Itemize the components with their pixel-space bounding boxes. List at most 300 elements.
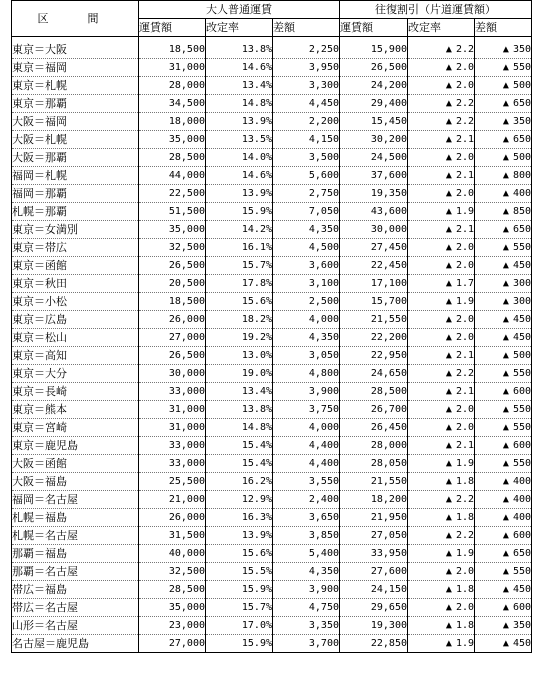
decrease-triangle-icon: ▲: [445, 404, 452, 415]
fare-cell: 18,500: [139, 41, 206, 59]
rt-diff-cell-value: 600: [512, 386, 531, 397]
rt-rate-cell: [408, 617, 475, 635]
decrease-triangle-icon: ▲: [445, 260, 452, 271]
diff-cell: 4,350: [273, 329, 340, 347]
diff-cell: 4,450: [273, 95, 340, 113]
diff-column-header: 差額: [273, 19, 340, 37]
table-row: [12, 401, 532, 419]
decrease-triangle-icon: ▲: [445, 548, 452, 559]
table-row: [12, 293, 532, 311]
fare-cell: 28,500: [139, 581, 206, 599]
diff-cell: 3,950: [273, 59, 340, 77]
route-cell: 東京＝熊本: [12, 401, 139, 419]
rt-rate-cell: [408, 239, 475, 257]
rt-fare-cell: 27,450: [340, 239, 408, 257]
decrease-triangle-icon: ▲: [445, 206, 452, 217]
table-row: [12, 41, 532, 59]
rt-diff-cell-value: 550: [512, 368, 531, 379]
rate-cell: 16.2%: [206, 473, 273, 491]
fare-cell: 28,500: [139, 149, 206, 167]
rt-rate-cell-value: 2.0: [455, 404, 474, 415]
rt-fare-cell: 17,100: [340, 275, 408, 293]
decrease-triangle-icon: ▲: [445, 458, 452, 469]
rt-rate-cell-value: 1.8: [455, 512, 474, 523]
diff-cell: 2,500: [273, 293, 340, 311]
rt-rate-cell-value: 2.2: [455, 530, 474, 541]
decrease-triangle-icon: ▲: [445, 98, 452, 109]
rt-rate-cell-value: 2.2: [455, 368, 474, 379]
rt-rate-cell-value: 1.7: [455, 278, 474, 289]
route-cell: 東京＝高知: [12, 347, 139, 365]
rt-diff-cell: [475, 185, 532, 203]
rt-rate-cell: [408, 329, 475, 347]
rt-fare-cell: 24,150: [340, 581, 408, 599]
table-row: [12, 311, 532, 329]
rt-diff-cell: [475, 545, 532, 563]
rt-rate-cell: [408, 59, 475, 77]
round-trip-discount-group-header: 往復割引（片道運賃額）: [340, 1, 532, 19]
rate-cell: 13.9%: [206, 185, 273, 203]
diff-cell: 3,550: [273, 473, 340, 491]
decrease-triangle-icon: ▲: [445, 638, 452, 649]
table-row: [12, 563, 532, 581]
rt-rate-cell: [408, 365, 475, 383]
rt-rate-cell: [408, 257, 475, 275]
decrease-triangle-icon: ▲: [502, 62, 509, 73]
decrease-triangle-icon: ▲: [445, 152, 452, 163]
route-cell: 那覇＝名古屋: [12, 563, 139, 581]
fare-cell: 35,000: [139, 221, 206, 239]
fare-cell: 44,000: [139, 167, 206, 185]
rt-diff-cell-value: 350: [512, 44, 531, 55]
rt-diff-cell-value: 550: [512, 458, 531, 469]
diff-cell: 3,500: [273, 149, 340, 167]
fare-cell: 31,500: [139, 527, 206, 545]
rt-diff-cell: [475, 293, 532, 311]
rt-rate-cell: [408, 473, 475, 491]
rate-cell: 15.6%: [206, 545, 273, 563]
decrease-triangle-icon: ▲: [445, 224, 452, 235]
rt-diff-cell: [475, 491, 532, 509]
route-cell: 帯広＝福島: [12, 581, 139, 599]
rt-rate-cell-value: 1.8: [455, 476, 474, 487]
rt-diff-cell-value: 500: [512, 80, 531, 91]
table-row: [12, 545, 532, 563]
diff-cell: 4,000: [273, 311, 340, 329]
decrease-triangle-icon: ▲: [445, 512, 452, 523]
decrease-triangle-icon: ▲: [502, 224, 509, 235]
decrease-triangle-icon: ▲: [445, 494, 452, 505]
rt-diff-cell-value: 650: [512, 548, 531, 559]
decrease-triangle-icon: ▲: [502, 44, 509, 55]
rt-rate-cell: [408, 221, 475, 239]
rt-fare-cell: 37,600: [340, 167, 408, 185]
rt-rate-cell-value: 2.1: [455, 386, 474, 397]
table-row: [12, 491, 532, 509]
rt-rate-column-header: 改定率: [408, 19, 475, 37]
decrease-triangle-icon: ▲: [445, 170, 452, 181]
rt-rate-cell: [408, 545, 475, 563]
rt-rate-cell-value: 2.0: [455, 314, 474, 325]
rt-rate-cell: [408, 563, 475, 581]
rate-cell: 15.9%: [206, 635, 273, 653]
rt-rate-cell: [408, 311, 475, 329]
fare-cell: 28,000: [139, 77, 206, 95]
table-row: [12, 59, 532, 77]
rate-cell: 16.3%: [206, 509, 273, 527]
rt-rate-cell-value: 2.2: [455, 116, 474, 127]
fare-cell: 35,000: [139, 599, 206, 617]
decrease-triangle-icon: ▲: [502, 602, 509, 613]
diff-cell: 2,400: [273, 491, 340, 509]
table-row: [12, 257, 532, 275]
route-cell: 東京＝広島: [12, 311, 139, 329]
decrease-triangle-icon: ▲: [445, 332, 452, 343]
decrease-triangle-icon: ▲: [502, 278, 509, 289]
rt-diff-cell: [475, 617, 532, 635]
route-cell: 札幌＝那覇: [12, 203, 139, 221]
decrease-triangle-icon: ▲: [445, 386, 452, 397]
rate-cell: 13.5%: [206, 131, 273, 149]
fare-table: [11, 0, 532, 653]
header-row-groups: [12, 1, 532, 19]
diff-cell: 3,300: [273, 77, 340, 95]
table-row: [12, 581, 532, 599]
fare-cell: 25,500: [139, 473, 206, 491]
fare-rows: [12, 41, 532, 653]
rt-fare-cell: 19,350: [340, 185, 408, 203]
table-row: [12, 437, 532, 455]
rate-cell: 15.7%: [206, 599, 273, 617]
decrease-triangle-icon: ▲: [445, 566, 452, 577]
rt-fare-cell: 22,200: [340, 329, 408, 347]
table-row: [12, 635, 532, 653]
route-cell: 札幌＝名古屋: [12, 527, 139, 545]
decrease-triangle-icon: ▲: [502, 170, 509, 181]
fare-cell: 26,500: [139, 257, 206, 275]
fare-cell: 22,500: [139, 185, 206, 203]
decrease-triangle-icon: ▲: [502, 494, 509, 505]
decrease-triangle-icon: ▲: [445, 62, 452, 73]
table-row: [12, 599, 532, 617]
diff-cell: 4,400: [273, 437, 340, 455]
rt-diff-cell-value: 650: [512, 98, 531, 109]
decrease-triangle-icon: ▲: [445, 242, 452, 253]
rt-diff-cell-value: 400: [512, 476, 531, 487]
route-cell: 東京＝鹿児島: [12, 437, 139, 455]
decrease-triangle-icon: ▲: [445, 44, 452, 55]
route-cell: 東京＝小松: [12, 293, 139, 311]
rt-diff-cell: [475, 401, 532, 419]
rt-diff-cell-value: 350: [512, 116, 531, 127]
rt-rate-cell-value: 2.0: [455, 242, 474, 253]
rt-rate-cell: [408, 401, 475, 419]
rt-diff-cell: [475, 563, 532, 581]
fare-cell: 20,500: [139, 275, 206, 293]
rt-rate-cell: [408, 275, 475, 293]
table-row: [12, 203, 532, 221]
table-row: [12, 365, 532, 383]
decrease-triangle-icon: ▲: [445, 602, 452, 613]
table-row: [12, 527, 532, 545]
rt-rate-cell-value: 2.0: [455, 332, 474, 343]
rt-fare-cell: 28,500: [340, 383, 408, 401]
decrease-triangle-icon: ▲: [502, 350, 509, 361]
rt-fare-cell: 24,200: [340, 77, 408, 95]
route-cell: 那覇＝福島: [12, 545, 139, 563]
rt-rate-cell-value: 2.1: [455, 134, 474, 145]
rt-diff-cell: [475, 149, 532, 167]
rt-diff-cell-value: 450: [512, 332, 531, 343]
diff-cell: 4,000: [273, 419, 340, 437]
rt-rate-cell: [408, 167, 475, 185]
fare-cell: 21,000: [139, 491, 206, 509]
route-cell: 札幌＝福島: [12, 509, 139, 527]
rate-cell: 15.7%: [206, 257, 273, 275]
fare-cell: 26,500: [139, 347, 206, 365]
table-row: [12, 509, 532, 527]
rate-cell: 13.4%: [206, 383, 273, 401]
route-cell: 大阪＝函館: [12, 455, 139, 473]
rt-rate-cell-value: 1.9: [455, 206, 474, 217]
rt-rate-cell: [408, 599, 475, 617]
rate-cell: 15.5%: [206, 563, 273, 581]
rate-cell: 15.9%: [206, 203, 273, 221]
decrease-triangle-icon: ▲: [502, 242, 509, 253]
rt-fare-cell: 26,450: [340, 419, 408, 437]
decrease-triangle-icon: ▲: [445, 620, 452, 631]
fare-cell: 26,000: [139, 509, 206, 527]
fare-cell: 33,000: [139, 383, 206, 401]
route-cell: 東京＝女満別: [12, 221, 139, 239]
route-cell: 大阪＝福島: [12, 473, 139, 491]
rt-diff-cell-value: 550: [512, 422, 531, 433]
route-cell: 山形＝名古屋: [12, 617, 139, 635]
rt-rate-cell-value: 2.0: [455, 566, 474, 577]
rt-diff-cell-value: 300: [512, 278, 531, 289]
rt-rate-cell: [408, 113, 475, 131]
rt-rate-cell: [408, 383, 475, 401]
rate-cell: 15.9%: [206, 581, 273, 599]
rt-rate-cell-value: 2.0: [455, 260, 474, 271]
rt-diff-cell: [475, 311, 532, 329]
decrease-triangle-icon: ▲: [502, 296, 509, 307]
rt-diff-cell-value: 550: [512, 404, 531, 415]
rt-diff-cell-value: 850: [512, 206, 531, 217]
rt-rate-cell-value: 2.2: [455, 494, 474, 505]
route-cell: 大阪＝福岡: [12, 113, 139, 131]
rate-cell: 14.6%: [206, 59, 273, 77]
rt-fare-cell: 30,000: [340, 221, 408, 239]
rt-fare-cell: 28,050: [340, 455, 408, 473]
table-row: [12, 419, 532, 437]
rt-fare-cell: 27,050: [340, 527, 408, 545]
rt-diff-cell-value: 550: [512, 242, 531, 253]
rate-cell: 13.8%: [206, 401, 273, 419]
decrease-triangle-icon: ▲: [445, 476, 452, 487]
rt-rate-cell-value: 2.2: [455, 98, 474, 109]
rate-cell: 18.2%: [206, 311, 273, 329]
rt-diff-cell: [475, 221, 532, 239]
decrease-triangle-icon: ▲: [502, 368, 509, 379]
table-row: [12, 185, 532, 203]
rt-rate-cell: [408, 635, 475, 653]
rt-fare-cell: 15,700: [340, 293, 408, 311]
rt-fare-cell: 21,950: [340, 509, 408, 527]
table-row: [12, 455, 532, 473]
rt-diff-cell-value: 400: [512, 512, 531, 523]
rt-rate-cell-value: 2.0: [455, 80, 474, 91]
diff-cell: 3,900: [273, 581, 340, 599]
rt-diff-cell-value: 300: [512, 296, 531, 307]
diff-cell: 2,750: [273, 185, 340, 203]
rt-diff-cell-value: 550: [512, 566, 531, 577]
rt-diff-cell: [475, 95, 532, 113]
table-row: [12, 95, 532, 113]
rt-diff-cell-value: 550: [512, 62, 531, 73]
rt-diff-cell-value: 650: [512, 134, 531, 145]
rt-fare-cell: 27,600: [340, 563, 408, 581]
route-cell: 東京＝秋田: [12, 275, 139, 293]
rate-cell: 13.9%: [206, 113, 273, 131]
rt-fare-cell: 28,000: [340, 437, 408, 455]
route-cell: 大阪＝札幌: [12, 131, 139, 149]
table-row: [12, 329, 532, 347]
rt-rate-cell-value: 1.9: [455, 458, 474, 469]
rt-rate-cell: [408, 527, 475, 545]
route-cell: 福岡＝名古屋: [12, 491, 139, 509]
diff-cell: 3,750: [273, 401, 340, 419]
decrease-triangle-icon: ▲: [502, 638, 509, 649]
diff-cell: 3,050: [273, 347, 340, 365]
rt-diff-cell-value: 600: [512, 530, 531, 541]
decrease-triangle-icon: ▲: [445, 368, 452, 379]
rt-diff-cell: [475, 581, 532, 599]
rt-fare-cell: 19,300: [340, 617, 408, 635]
rt-fare-cell: 29,650: [340, 599, 408, 617]
rate-cell: 13.4%: [206, 77, 273, 95]
rate-cell: 15.4%: [206, 437, 273, 455]
rate-cell: 19.2%: [206, 329, 273, 347]
decrease-triangle-icon: ▲: [502, 332, 509, 343]
decrease-triangle-icon: ▲: [502, 260, 509, 271]
rt-diff-cell: [475, 383, 532, 401]
table-row: [12, 473, 532, 491]
rt-diff-cell: [475, 167, 532, 185]
rt-fare-cell: 15,900: [340, 41, 408, 59]
fare-cell: 33,000: [139, 437, 206, 455]
rt-rate-cell: [408, 509, 475, 527]
diff-cell: 3,900: [273, 383, 340, 401]
fare-column-header: 運賃額: [139, 19, 206, 37]
rate-cell: 13.0%: [206, 347, 273, 365]
rt-fare-cell: 22,950: [340, 347, 408, 365]
rt-diff-cell-value: 450: [512, 584, 531, 595]
diff-cell: 2,200: [273, 113, 340, 131]
rt-rate-cell-value: 1.8: [455, 620, 474, 631]
rate-cell: 12.9%: [206, 491, 273, 509]
rt-diff-cell-value: 450: [512, 260, 531, 271]
table-row: [12, 347, 532, 365]
rt-rate-cell-value: 1.9: [455, 548, 474, 559]
fare-cell: 31,000: [139, 401, 206, 419]
rt-fare-cell: 24,500: [340, 149, 408, 167]
decrease-triangle-icon: ▲: [445, 584, 452, 595]
decrease-triangle-icon: ▲: [445, 422, 452, 433]
table-row: [12, 167, 532, 185]
rt-diff-cell-value: 600: [512, 602, 531, 613]
rt-diff-cell: [475, 203, 532, 221]
rate-cell: 14.2%: [206, 221, 273, 239]
diff-cell: 4,150: [273, 131, 340, 149]
table-row: [12, 221, 532, 239]
route-cell: 東京＝長崎: [12, 383, 139, 401]
rt-rate-cell-value: 2.0: [455, 602, 474, 613]
rt-diff-cell: [475, 59, 532, 77]
route-cell: 東京＝宮崎: [12, 419, 139, 437]
fare-cell: 33,000: [139, 455, 206, 473]
decrease-triangle-icon: ▲: [445, 350, 452, 361]
rt-diff-cell: [475, 437, 532, 455]
rt-diff-cell-value: 800: [512, 170, 531, 181]
rate-cell: 13.8%: [206, 41, 273, 59]
rt-rate-cell-value: 1.9: [455, 638, 474, 649]
route-cell: 大阪＝那覇: [12, 149, 139, 167]
rt-diff-cell-value: 600: [512, 440, 531, 451]
rt-diff-cell-value: 400: [512, 494, 531, 505]
decrease-triangle-icon: ▲: [502, 422, 509, 433]
rt-diff-cell: [475, 239, 532, 257]
fare-cell: 31,000: [139, 419, 206, 437]
route-cell: 東京＝大分: [12, 365, 139, 383]
rt-diff-cell: [475, 419, 532, 437]
decrease-triangle-icon: ▲: [502, 566, 509, 577]
diff-cell: 3,600: [273, 257, 340, 275]
rt-diff-cell: [475, 275, 532, 293]
route-cell: 帯広＝名古屋: [12, 599, 139, 617]
decrease-triangle-icon: ▲: [502, 584, 509, 595]
rt-diff-cell-value: 350: [512, 620, 531, 631]
rt-rate-cell: [408, 293, 475, 311]
rt-diff-cell: [475, 41, 532, 59]
rt-fare-column-header: 運賃額: [340, 19, 408, 37]
decrease-triangle-icon: ▲: [502, 98, 509, 109]
rt-fare-cell: 21,550: [340, 311, 408, 329]
rt-diff-cell: [475, 599, 532, 617]
route-cell: 東京＝帯広: [12, 239, 139, 257]
rt-rate-cell-value: 1.8: [455, 584, 474, 595]
fare-cell: 27,000: [139, 329, 206, 347]
fare-cell: 35,000: [139, 131, 206, 149]
table-row: [12, 275, 532, 293]
rt-diff-cell: [475, 329, 532, 347]
diff-cell: 7,050: [273, 203, 340, 221]
route-cell: 東京＝大阪: [12, 41, 139, 59]
rt-fare-cell: 26,500: [340, 59, 408, 77]
decrease-triangle-icon: ▲: [445, 116, 452, 127]
rt-fare-cell: 29,400: [340, 95, 408, 113]
rt-diff-cell-value: 500: [512, 152, 531, 163]
fare-cell: 32,500: [139, 563, 206, 581]
rt-rate-cell: [408, 203, 475, 221]
diff-cell: 3,100: [273, 275, 340, 293]
decrease-triangle-icon: ▲: [502, 548, 509, 559]
rt-rate-cell-value: 2.0: [455, 62, 474, 73]
decrease-triangle-icon: ▲: [502, 404, 509, 415]
decrease-triangle-icon: ▲: [502, 80, 509, 91]
table-row: [12, 149, 532, 167]
rt-rate-cell-value: 2.1: [455, 440, 474, 451]
